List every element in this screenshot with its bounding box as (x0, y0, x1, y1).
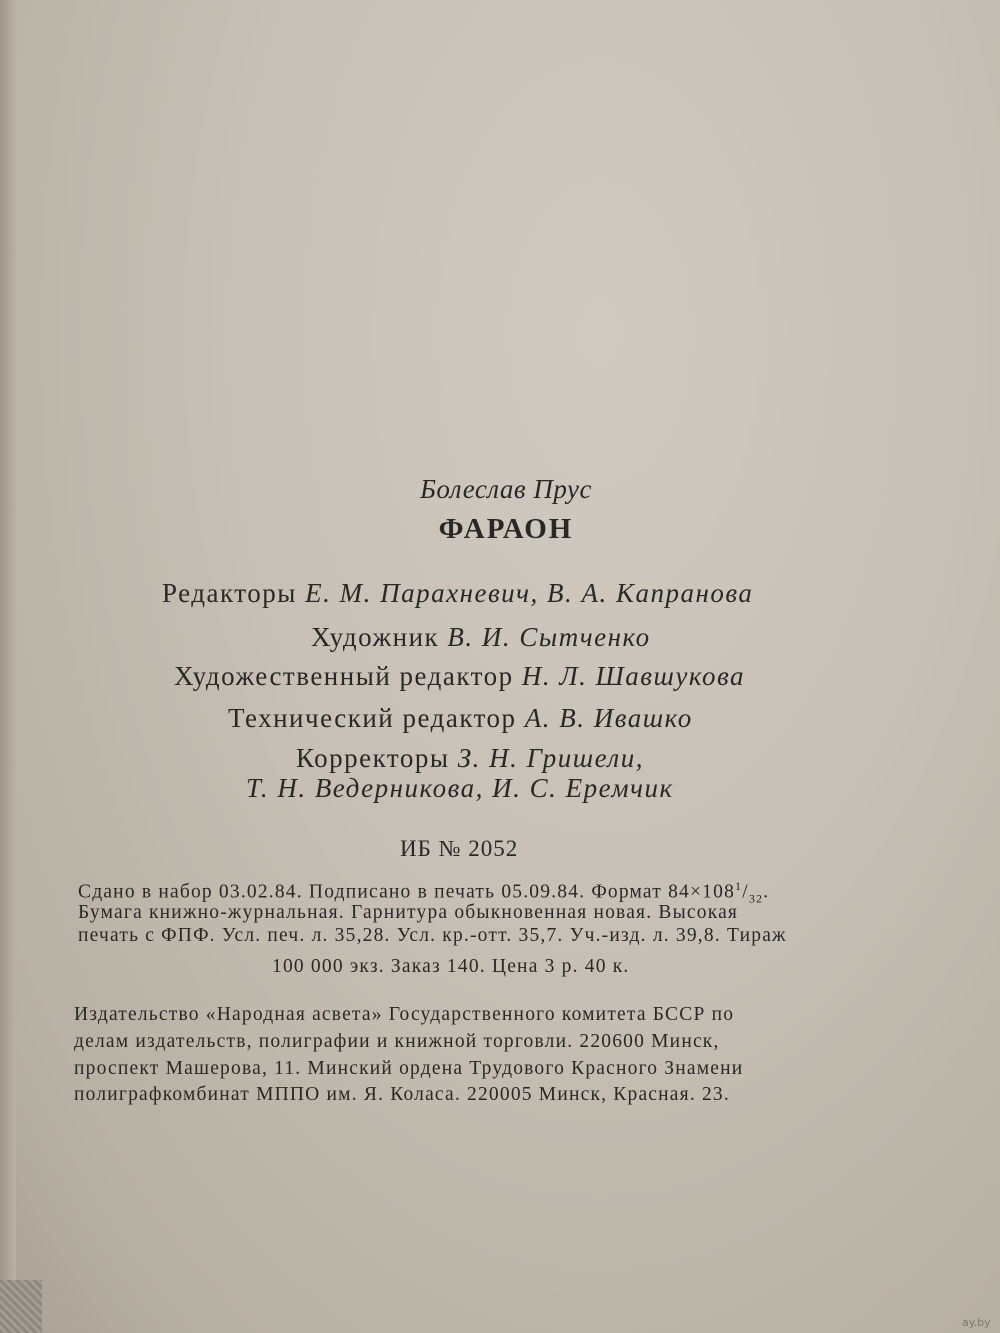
print-info-text: . (763, 881, 770, 903)
credit-names: А. В. Ивашко (524, 703, 693, 733)
format-slash: / (742, 881, 749, 903)
credit-artist (311, 622, 651, 653)
watermark: ay.by (962, 1316, 991, 1329)
credit-names: В. И. Сытченко (447, 622, 651, 652)
publisher-info-line: Издательство «Народная асвета» Государственного комитета БССР по (74, 1004, 735, 1025)
publisher-info-line: полиграфкомбинат МППО им. Я. Коласа. 220005 Минск, Красная. 23. (74, 1084, 730, 1105)
credit-names: Н. Л. Шавшукова (521, 661, 746, 691)
credit-proofreaders (296, 743, 644, 774)
print-info-text: Сдано в набор 03.02.84. Подписано в печать 05.09.84. Формат 84×108 (78, 881, 736, 903)
credit-names: З. Н. Гришели, (457, 743, 644, 773)
credit-role: Художник (311, 622, 440, 652)
credit-role: Технический редактор (228, 703, 517, 733)
credit-names: Е. М. Парахневич, В. А. Капранова (305, 578, 754, 608)
format-subscript: 32 (748, 891, 764, 906)
book-title: ФАРАОН (438, 513, 574, 545)
credit-role: Корректоры (296, 743, 450, 773)
ib-number: ИБ № 2052 (400, 836, 519, 861)
page-edge-shadow (0, 0, 16, 1333)
publisher-info-line: делам издательств, полиграфии и книжной торговли. 220600 Минск, (74, 1031, 720, 1052)
credit-art-editor (174, 661, 745, 692)
credit-proofreaders-cont (246, 773, 674, 804)
author-name: Болеслав Прус (420, 474, 592, 504)
credit-role: Редакторы (162, 578, 297, 608)
credit-editors (162, 578, 753, 609)
credit-tech-editor (228, 703, 693, 734)
print-info-line: Бумага книжно-журнальная. Гарнитура обыкновенная новая. Высокая (78, 902, 739, 923)
publisher-info-line: проспект Машерова, 11. Минский ордена Трудового Красного Знамени (74, 1058, 744, 1079)
cloth-background (0, 1280, 42, 1333)
credit-role: Художественный редактор (174, 661, 514, 691)
credit-names: Т. Н. Ведерникова, И. С. Еремчик (246, 773, 674, 803)
print-info-line: печать с ФПФ. Усл. печ. л. 35,28. Усл. кр.-отт. 35,7. Уч.-изд. л. 39,8. Тираж (78, 925, 787, 946)
print-info-line: 100 000 экз. Заказ 140. Цена 3 р. 40 к. (272, 956, 630, 977)
format-superscript: 1 (735, 879, 743, 893)
